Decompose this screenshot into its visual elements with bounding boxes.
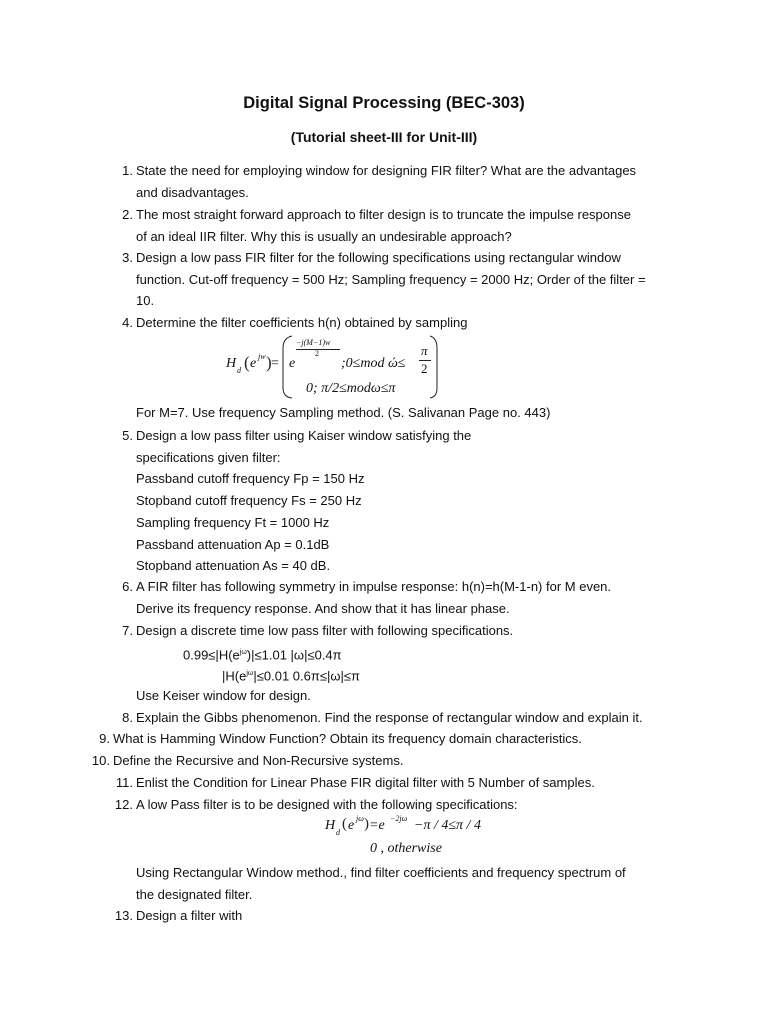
- eq-case1: ;0≤mod ώ≤: [341, 356, 406, 371]
- question-5: [122, 425, 472, 577]
- question-line: and disadvantages.: [136, 184, 249, 200]
- eq-lhs-h: H: [226, 356, 237, 371]
- question-line: Stopband cutoff frequency Fs = 250 Hz: [136, 493, 362, 509]
- eq12-rhs-sup: −2jω: [390, 814, 408, 823]
- question-line: State the need for employing window for designing FIR filter? What are the advantages: [136, 163, 637, 178]
- question-10: [91, 750, 404, 772]
- question-line: The most straight forward approach to filter design is to truncate the impulse response: [136, 207, 631, 222]
- eq-right-brace: [428, 334, 440, 400]
- question-line: Design a discrete time low pass filter with following specifications.: [136, 623, 514, 638]
- question-9: [99, 728, 582, 750]
- question-line: A low Pass filter is to be designed with the following specifications:: [136, 797, 518, 812]
- question-8: [122, 707, 643, 729]
- question-number: 8.: [122, 710, 133, 725]
- eq-lhs-sub: d: [237, 366, 241, 375]
- question-1: [122, 160, 637, 203]
- eq-lhs-arg: e: [250, 356, 257, 371]
- eq-pi-den: 2: [421, 361, 428, 376]
- question-12-note: Using Rectangular Window method., find filter coefficients and frequency spectrum of the designated filter.: [136, 865, 626, 902]
- question-12: [114, 794, 518, 816]
- question-line: Explain the Gibbs phenomenon. Find the response of rectangular window and explain it.: [136, 710, 643, 725]
- question-number: 5.: [122, 428, 133, 443]
- question-6: [122, 576, 612, 619]
- question-3: [122, 247, 646, 312]
- question-line: Design a low pass filter using Kaiser window satisfying the: [136, 428, 472, 443]
- eq12-line2: 0 , otherwise: [370, 841, 442, 856]
- question-line: A FIR filter has following symmetry in impulse response: h(n)=h(M-1-n) for M even.: [136, 579, 612, 594]
- question-4-note: For M=7. Use frequency Sampling method. (S. Salivanan Page no. 443): [136, 405, 551, 420]
- eq-case2: 0; π/2≤modω≤π: [306, 381, 396, 396]
- eq12-lhs-arg-sup: jω: [356, 814, 364, 823]
- eq12-lhs-sub: d: [336, 828, 340, 837]
- question-line: Design a low pass FIR filter for the following specifications using rectangular window: [136, 250, 621, 265]
- question-line: Stopband attenuation As = 40 dB.: [136, 558, 331, 574]
- question-line: function. Cut-off frequency = 500 Hz; Sampling frequency = 2000 Hz; Order of the filter =: [136, 271, 646, 287]
- spec-passband: $0.99\le|H(e^{j\omega})|\le 1.01$ |ω|≤0.4π: [183, 647, 342, 663]
- question-number: 9.: [99, 731, 110, 746]
- eq-exp-top: −j(M−1)w: [296, 338, 331, 347]
- question-number: 1.: [122, 163, 133, 178]
- question-2: [122, 204, 631, 247]
- question-line: Determine the filter coefficients h(n) obtained by sampling: [136, 315, 468, 330]
- question-number: 11.: [115, 775, 133, 790]
- eq-pi-num: π: [421, 343, 428, 358]
- question-line: specifications given filter:: [136, 449, 281, 465]
- question-line: Define the Recursive and Non-Recursive systems.: [113, 753, 404, 768]
- page-subtitle: (Tutorial sheet-III for Unit-III): [290, 129, 478, 145]
- eq-exp-base: e: [289, 356, 296, 371]
- question-number: 12.: [114, 797, 133, 812]
- eq12-lhs-h: H: [325, 818, 336, 833]
- question-13: [114, 905, 243, 927]
- question-number: 2.: [122, 207, 133, 222]
- question-number: 7.: [122, 623, 133, 638]
- question-number: 10.: [91, 753, 110, 768]
- question-11: [115, 772, 595, 794]
- page-title: Digital Signal Processing (BEC-303): [243, 94, 525, 112]
- question-line: Sampling frequency Ft = 1000 Hz: [136, 514, 330, 530]
- spec-stopband: $|H(e^{j\omega}|\le 0.01$ 0.6π≤|ω|≤π: [222, 668, 360, 684]
- question-number: 6.: [122, 579, 133, 594]
- question-4: [122, 312, 468, 334]
- question-number: 4.: [122, 315, 133, 330]
- question-line: What is Hamming Window Function? Obtain its frequency domain characteristics.: [113, 731, 582, 746]
- question-number: 3.: [122, 250, 133, 265]
- eq12-rhs-rest: −π / 4≤π / 4: [414, 818, 481, 833]
- question-line: 10.: [136, 293, 155, 309]
- question-line: Passband cutoff frequency Fp = 150 Hz: [136, 471, 365, 487]
- question-line: Enlist the Condition for Linear Phase FIR digital filter with 5 Number of samples.: [136, 775, 595, 790]
- eq12-rhs: =e: [369, 818, 385, 833]
- question-line: Design a filter with: [136, 908, 243, 923]
- question-7-note: Use Keiser window for design.: [136, 688, 311, 703]
- question-line: Passband attenuation Ap = 0.1dB: [136, 536, 330, 552]
- eq-exp-bot: 2: [315, 349, 319, 358]
- eq-equals: =: [271, 356, 279, 371]
- eq-lhs-arg-sup: jw: [258, 352, 266, 361]
- question-line: of an ideal IIR filter. Why this is usually an undesirable approach?: [136, 228, 512, 244]
- eq12-lhs-arg: e: [348, 818, 355, 833]
- question-line: Derive its frequency response. And show that it has linear phase.: [136, 600, 510, 616]
- question-number: 13.: [114, 908, 133, 923]
- question-7: [122, 620, 514, 642]
